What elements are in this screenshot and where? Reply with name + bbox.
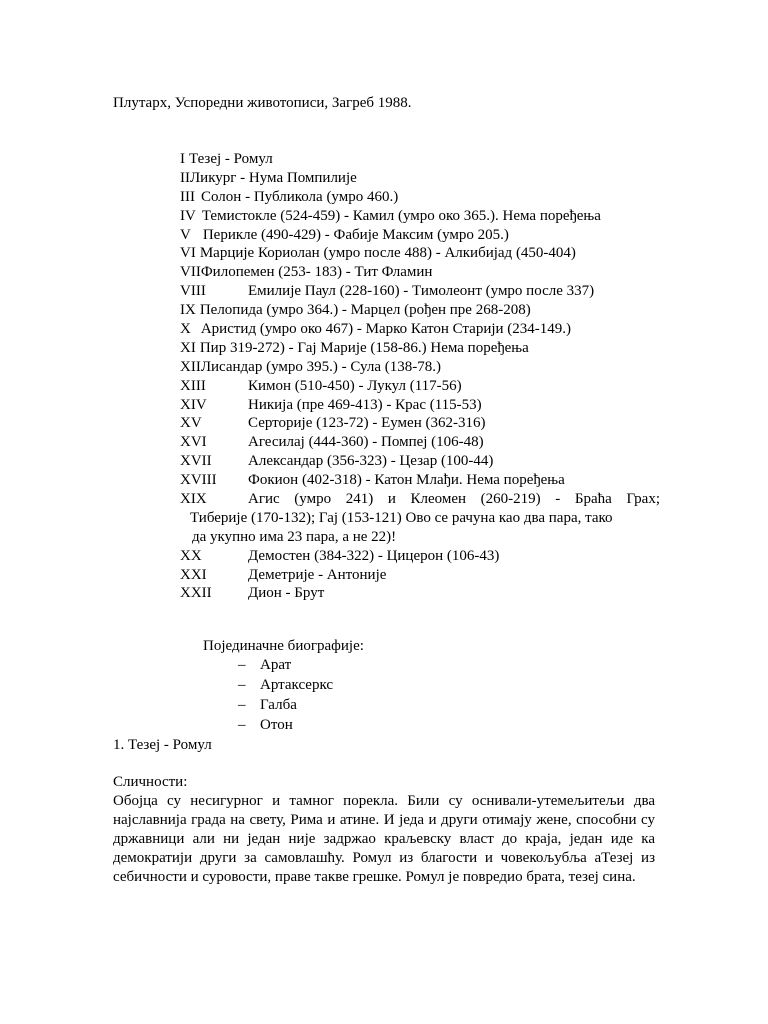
similarities-heading: Сличности: xyxy=(113,774,188,790)
list-item xyxy=(180,226,660,245)
list-item xyxy=(180,414,660,433)
list-item xyxy=(180,377,660,396)
item-text: Пелопида (умро 364.) - Марцел (рођен пре 268-208) xyxy=(199,302,531,319)
item-number: II xyxy=(180,169,190,186)
item-text: Тезеј - Ромул xyxy=(189,151,273,167)
item-text: Дион - Брут xyxy=(248,585,325,602)
item-number: XXII xyxy=(180,585,212,602)
item-text: Перикле (490-429) - Фабије Максим (умро 205.) xyxy=(202,226,509,243)
list-item xyxy=(180,169,660,188)
list-item xyxy=(180,301,660,320)
item-text: Деметрије - Антоније xyxy=(248,566,387,583)
dash-bullet: – xyxy=(238,717,246,733)
list-item xyxy=(180,358,660,377)
item-text: Аристид (умро око 467) - Марко Катон Старији (234-149.) xyxy=(200,321,572,338)
item-text: Отон xyxy=(260,717,293,733)
list-item xyxy=(180,396,660,415)
list-item xyxy=(238,716,333,736)
item-text: Кимон (510-450) - Лукул (117-56) xyxy=(248,377,462,394)
item-text: Лисандар (умро 395.) - Сула (138-78.) xyxy=(200,358,441,375)
item-text: Емилије Паул (228-160) - Тимолеонт (умро после 337) xyxy=(248,283,595,300)
item-number: XI xyxy=(180,339,196,356)
list-item xyxy=(180,150,660,169)
list-item xyxy=(180,320,660,339)
parallel-lives-list xyxy=(180,150,660,603)
item-text: Агесилај (444-360) - Помпеј (106-48) xyxy=(248,434,484,451)
list-item xyxy=(180,471,660,490)
list-item xyxy=(180,207,660,226)
item-text: Ликург - Нума Помпилије xyxy=(190,169,357,186)
list-item xyxy=(180,244,660,263)
item-text: Агис (умро 241) и Клеомен (260-219) - Браћа Грах; xyxy=(248,491,660,508)
item-text: Марције Кориолан (умро после 488) - Алкибијад (450-404) xyxy=(199,245,576,262)
item-text: Филопемен (253- 183) - Тит Фламин xyxy=(200,264,433,281)
item-number: IV xyxy=(180,207,196,224)
item-number: V xyxy=(180,226,191,243)
dash-bullet: – xyxy=(238,657,246,673)
item-number: XVIII xyxy=(180,472,217,489)
dash-bullet: – xyxy=(238,697,246,713)
item-number: IX xyxy=(180,302,196,319)
similarities-paragraph: Обојца су несигурног и тамног порекла. Били су оснивали-утемељитељи два најславнија града на свету, Рима и атине. И једа и други отимају жене, способни су државници али ни један није задржао краљевску власт до краја, један иде ка демократији други за самовлашћу. Ромул из благости и човекољубља аТезеј из себичности и суровости, праве такве грешке. Ромул је повредио брата, тезеј сина. xyxy=(113,793,655,885)
item-number: XV xyxy=(180,415,202,432)
dash-bullet: – xyxy=(238,677,246,693)
list-item xyxy=(180,490,660,547)
item-text: Демостен (384-322) - Цицерон (106-43) xyxy=(248,547,500,564)
item-text: Никија (пре 469-413) - Крас (115-53) xyxy=(248,396,482,413)
item-text-continuation: да укупно има 23 пара, а не 22)! xyxy=(192,528,397,545)
item-number: VII xyxy=(180,264,201,281)
list-item xyxy=(180,282,660,301)
list-item xyxy=(180,263,660,282)
item-number: III xyxy=(180,188,195,205)
item-text: Солон - Публикола (умро 460.) xyxy=(201,188,399,205)
item-number: XVII xyxy=(180,453,212,470)
item-number: VIII xyxy=(180,283,206,300)
item-number: XII xyxy=(180,358,201,375)
item-number: XX xyxy=(180,547,202,564)
list-item xyxy=(238,696,333,716)
list-item xyxy=(180,547,660,566)
section-title: 1. Тезеј - Ромул xyxy=(113,737,212,753)
item-text: Темистокле (524-459) - Камил (умро око 365.). Нема поређења xyxy=(201,207,601,224)
item-number: X xyxy=(180,321,191,338)
list-item xyxy=(180,452,660,471)
item-text-continuation: Тиберије (170-132); Гај (153-121) Ово се рачуна као два пара, тако xyxy=(190,509,613,526)
item-number: I xyxy=(180,151,185,167)
item-number: XXI xyxy=(180,566,207,583)
item-text: Артаксеркс xyxy=(260,677,334,693)
item-number: XIV xyxy=(180,396,207,413)
list-item xyxy=(238,656,333,676)
item-text: Пир 319-272) - Гај Марије (158-86.) Нема поређења xyxy=(199,339,529,356)
item-text: Галба xyxy=(260,697,297,713)
item-text: Серторије (123-72) - Еумен (362-316) xyxy=(248,415,486,432)
list-item xyxy=(180,339,660,358)
item-number: XIX xyxy=(180,491,207,508)
item-number: XVI xyxy=(180,434,207,451)
list-item xyxy=(180,188,660,207)
list-item xyxy=(180,584,660,603)
list-item xyxy=(238,676,333,696)
item-number: XIII xyxy=(180,377,206,394)
single-biographies-list xyxy=(238,656,333,736)
item-text: Арат xyxy=(260,657,292,673)
list-item xyxy=(180,566,660,585)
single-biographies-heading: Појединачне биографије: xyxy=(203,638,364,654)
list-item xyxy=(180,433,660,452)
item-text: Фокион (402-318) - Катон Млађи. Нема поређења xyxy=(248,472,565,489)
item-number: VI xyxy=(180,245,196,262)
item-text: Александар (356-323) - Цезар (100-44) xyxy=(248,453,494,470)
document-title: Плутарх, Успоредни животописи, Загреб 1988. xyxy=(113,95,412,111)
